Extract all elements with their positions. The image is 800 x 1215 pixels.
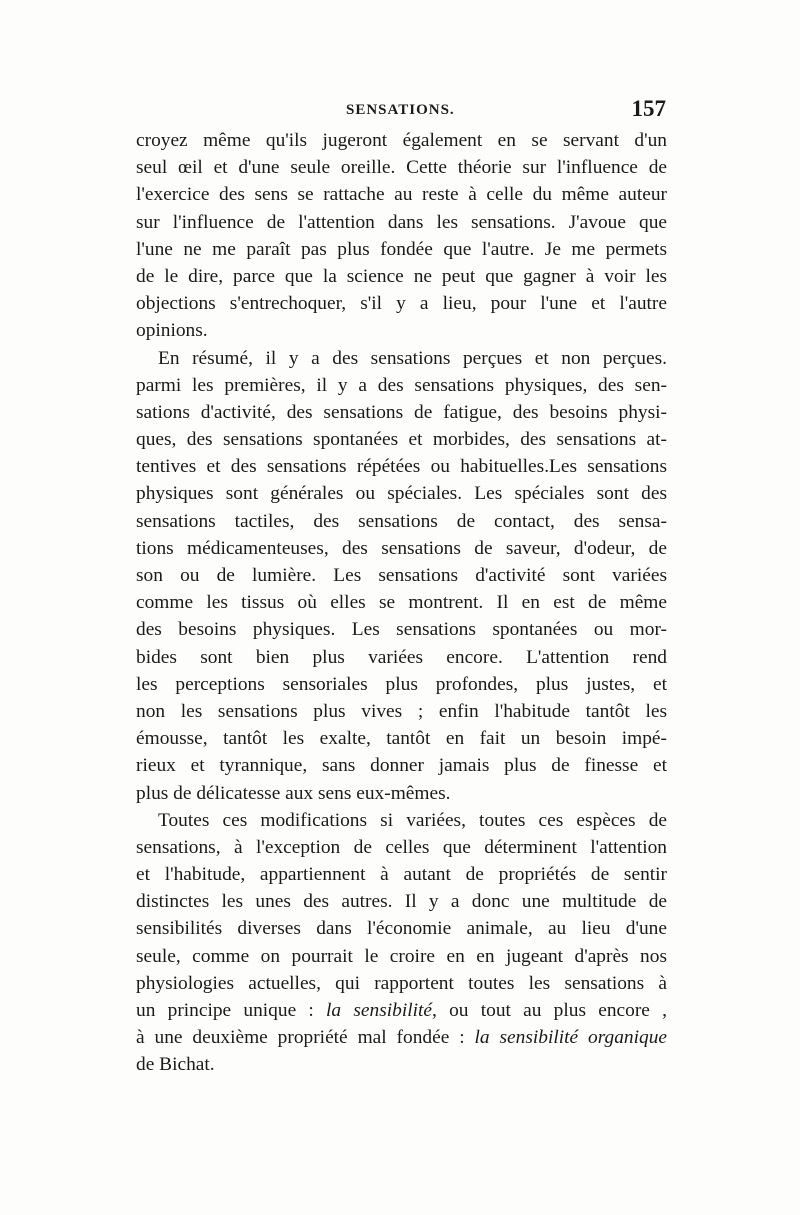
running-head	[136, 96, 666, 126]
text-line: tentives et des sensations répétées ou habituelles.Les sensations	[136, 456, 667, 478]
text-line: seule, comme on pourrait le croire en en jugeant d'après nos	[136, 945, 667, 967]
text-line: sations d'activité, des sensations de fatigue, des besoins physi-	[136, 401, 667, 423]
paragraph-start-line: En résumé, il y a des sensations perçues et non perçues.	[158, 347, 667, 369]
text-line: physiologies actuelles, qui rapportent toutes les sensations à	[136, 972, 667, 994]
text-line: sensibilités diverses dans l'économie animale, au lieu d'une	[136, 918, 667, 940]
text-line: distinctes les unes des autres. Il y a donc une multitude de	[136, 891, 667, 913]
text-line: seul œil et d'une seule oreille. Cette théorie sur l'influence de	[136, 157, 667, 179]
paragraph-end-line: opinions.	[136, 320, 208, 342]
text-line: comme les tissus où elles se montrent. Il en est de même	[136, 592, 667, 614]
text-line: physiques sont générales ou spéciales. Les spéciales sont des	[136, 483, 667, 505]
text-line: parmi les premières, il y a des sensations physiques, des sen-	[136, 374, 667, 396]
text-line: des besoins physiques. Les sensations spontanées ou mor-	[136, 619, 667, 641]
text-line: de le dire, parce que la science ne peut que gagner à voir les	[136, 265, 667, 287]
text-line: les perceptions sensoriales plus profondes, plus justes, et	[136, 673, 667, 695]
italic-term: la sensibilité	[326, 1000, 433, 1021]
text-line: sur l'influence de l'attention dans les sensations. J'avoue que	[136, 211, 667, 233]
paragraph-end-line: de Bichat.	[136, 1054, 215, 1076]
text-line: ques, des sensations spontanées et morbides, des sensations at-	[136, 429, 667, 451]
text-line: son ou de lumière. Les sensations d'activité sont variées	[136, 565, 667, 586]
text-line: rieux et tyrannique, sans donner jamais plus de finesse et	[136, 755, 667, 777]
text-line: l'exercice des sens se rattache au reste à celle du même auteur	[136, 184, 667, 206]
italic-term: la sensibilité organique	[474, 1027, 668, 1049]
running-title: SENSATIONS.	[346, 102, 455, 118]
text-line: sensations tactiles, des sensations de contact, des sensa-	[136, 510, 667, 532]
text-line: tions médicamenteuses, des sensations de saveur, d'odeur, de	[136, 537, 667, 559]
text-line: sensations, à l'exception de celles que déterminent l'attention	[136, 836, 667, 858]
text-segment: à une deuxième propriété mal fondée :	[136, 1027, 475, 1049]
text-line: l'une ne me paraît pas plus fondée que l'autre. Je me permets	[136, 238, 667, 260]
text-line: émousse, tantôt les exalte, tantôt en fait un besoin impé-	[136, 728, 667, 750]
text-line-with-italic	[136, 997, 667, 1024]
text-line: et l'habitude, appartiennent à autant de propriétés de sentir	[136, 864, 667, 886]
text-segment: , ou tout au plus encore ,	[432, 1000, 667, 1021]
page-number: 157	[631, 96, 666, 121]
body-text	[136, 127, 667, 1079]
text-segment: un principe unique :	[136, 1000, 327, 1021]
text-line: bides sont bien plus variées encore. L'attention rend	[136, 646, 667, 668]
text-line-with-italic	[136, 1024, 667, 1051]
paragraph-start-line: Toutes ces modifications si variées, toutes ces espèces de	[158, 809, 667, 831]
text-line: objections s'entrechoquer, s'il y a lieu, pour l'une et l'autre	[136, 293, 667, 315]
text-line: non les sensations plus vives ; enfin l'habitude tantôt les	[136, 700, 667, 722]
paragraph-end-line: plus de délicatesse aux sens eux-mêmes.	[136, 782, 451, 804]
text-line: croyez même qu'ils jugeront également en se servant d'un	[136, 130, 667, 151]
